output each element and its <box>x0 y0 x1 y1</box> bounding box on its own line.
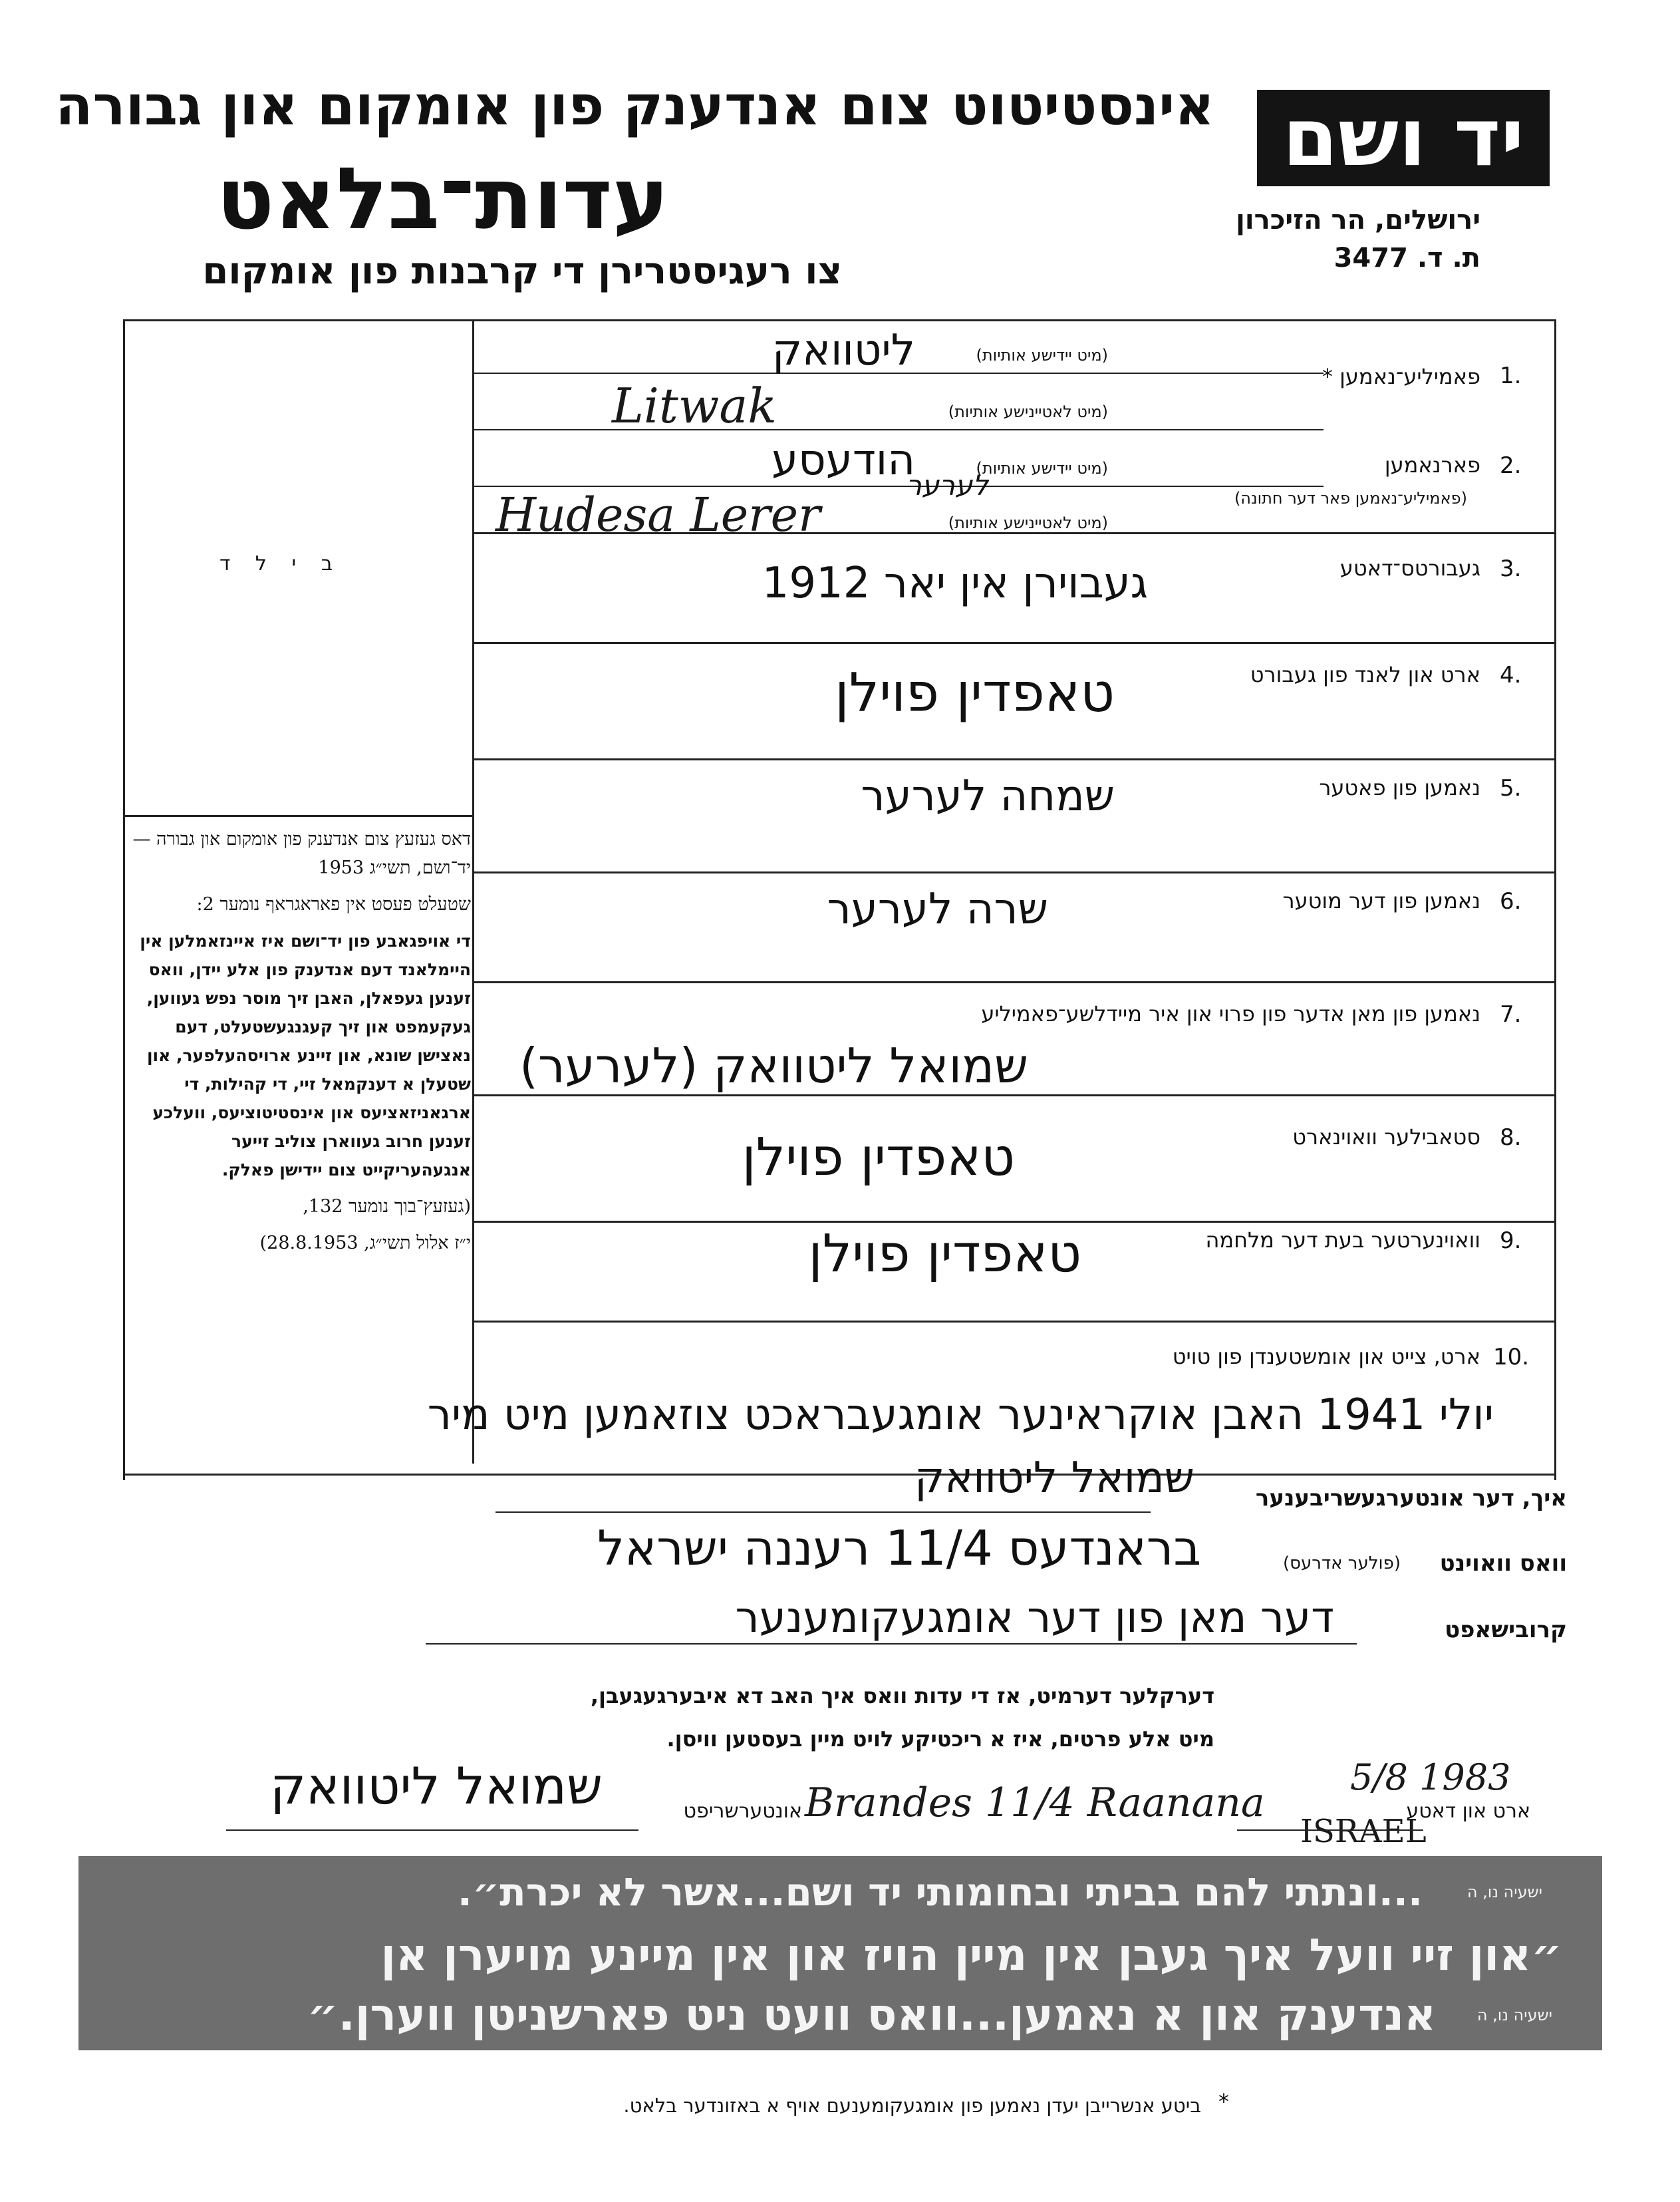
field-2-value-yiddish[interactable]: הודעסע <box>771 436 915 485</box>
banner-source-3: ישעיה נו, ה <box>1476 2006 1552 2024</box>
banner-line-3: אנדענק און א נאמען...וואס וועט ניט פארשניטן ווערן.״ <box>307 1989 1436 2040</box>
field-9-number: 9. <box>1500 1227 1522 1254</box>
logo-text: יד ושם <box>1282 92 1524 184</box>
relationship-value[interactable]: דער מאן פון דער אומגעקומענער <box>735 1593 1334 1643</box>
banner-line-2: ״און זיי וועל איך געבן אין מיין הויז און אין מיינע מויערן אן <box>380 1929 1562 1980</box>
photo-column-divider <box>472 319 474 1464</box>
field-9-label: וואוינערטער בעת דער מלחמה <box>1205 1227 1480 1253</box>
field-3-number: 3. <box>1500 555 1522 582</box>
institute-title: אינסטיטוט צום אנדענק פון אומקום און גבורה <box>55 75 1214 138</box>
relationship-line <box>426 1643 1357 1645</box>
photo-box-bottom <box>123 815 472 817</box>
declarant-line <box>495 1511 1151 1513</box>
footnote: ביטע אנשרייבן יעדן נאמען פון אומגעקומענעם אויף א באזונדער בלאט. <box>623 2094 1201 2117</box>
field-2-value-latin[interactable]: Hudesa Lerer <box>495 488 821 542</box>
field-5-number: 5. <box>1500 775 1522 802</box>
row-line-7 <box>472 1094 1556 1096</box>
field-2-number: 2. <box>1500 452 1522 479</box>
signature-label: אונטערשריפט <box>683 1800 802 1823</box>
fill-line <box>472 486 1324 487</box>
field-7-number: 7. <box>1500 1001 1522 1028</box>
date-value[interactable]: 5/8 1983 <box>1350 1756 1511 1798</box>
signature-value[interactable]: שמואל ליטוואק <box>270 1756 603 1815</box>
law-paragraph-1: דאס געזעץ צום אנדענק פון אומקום און גבורה — יד־ושם, תשי״ג 1953 <box>132 829 471 878</box>
field-8-value[interactable]: טאפדין פוילן <box>742 1128 1015 1187</box>
field-5-value[interactable]: שמחה לערער <box>861 772 1115 821</box>
form-subtitle: צו רעגיסטרירן די קרבנות פון אומקום <box>202 249 842 293</box>
address-label: וואס וואוינט <box>1439 1550 1567 1577</box>
frame-top <box>123 319 1556 321</box>
law-citation-2: י״ז אלול תשי״ג, 28.8.1953) <box>259 1233 471 1253</box>
yad-vashem-logo <box>1257 90 1550 186</box>
address-sub: (פולער אדרעס) <box>1283 1553 1401 1573</box>
declaration-line-2: מיט אלע פרטים, איז א ריכטיקע לויט מיין בעסטען וויסן. <box>666 1726 1214 1752</box>
field-10-label: ארט, צייט און אומשטענדן פון טויט <box>1172 1344 1480 1369</box>
signature-line <box>226 1829 638 1831</box>
place-date-label: ארט און דאטע <box>1406 1800 1530 1823</box>
frame-right <box>1554 319 1556 1480</box>
field-8-number: 8. <box>1500 1124 1522 1151</box>
field-2-sub-latin: (מיט לאטיינישע אותיות) <box>948 514 1108 532</box>
field-1-sub-yiddish: (מיט יידישע אותיות) <box>976 346 1108 365</box>
po-box: ת. ד. 3477 <box>1333 243 1480 273</box>
field-1-sub-latin: (מיט לאטיינישע אותיות) <box>948 402 1108 421</box>
field-1-label: פאמיליע־נאמען * <box>1322 364 1480 389</box>
banner-line-1: ...ונתתי להם בביתי ובחומותי יד ושם...אשר לא יכרת״. <box>457 1869 1423 1915</box>
row-line-9 <box>472 1321 1556 1323</box>
scripture-banner <box>78 1856 1602 2050</box>
field-4-number: 4. <box>1500 662 1522 689</box>
banner-source-1: ישעיה נו, ה <box>1467 1883 1542 1901</box>
field-2-label-sub: (פאמיליע־נאמען פאר דער חתונה) <box>1234 489 1467 508</box>
field-1-value-yiddish[interactable]: ליטוואק <box>771 326 915 375</box>
place-value[interactable]: Brandes 11/4 Raanana <box>805 1780 1265 1826</box>
declarant-label: איך, דער אונטערגעשריבענער <box>1255 1485 1567 1511</box>
field-4-label: ארט און לאנד פון געבורט <box>1250 662 1480 687</box>
country-value[interactable]: ISRAEL <box>1300 1813 1427 1850</box>
law-paragraph-3: די אויפגאבע פון יד־ושם איז איינזאמלען אין היימלאנד דעם אנדענק פון אלע יידן, וואס זענען געפאלן, האבן זיך מוסר נפש געווען, געקעמפט און זיך קעגנגעשטעלט, דעם נאצישן שונא, און זיינע ארויסהעלפער, און שטעלן א דענקמאל זיי, די קהילות, די ארגאניזאציעס און אינסטיטוציעס, וועלכע זענען חרוב געווארן צוליב זייער אנגעהעריקייט צום יידישן פאלק. <box>140 931 471 1180</box>
frame-bottom <box>123 1474 1556 1476</box>
field-7-label: נאמען פון מאן אדער פון פרוי און איר מיידלשע־פאמיליע <box>981 1001 1480 1026</box>
field-6-label: נאמען פון דער מוטער <box>1282 888 1480 913</box>
form-title: עדות־בלאט <box>216 150 669 249</box>
relationship-label: קרובישאפט <box>1445 1617 1567 1643</box>
photo-label: ב י ל ד <box>219 552 343 575</box>
law-excerpt <box>125 825 471 1265</box>
field-10-number: 10. <box>1493 1344 1530 1370</box>
field-2-extra[interactable]: לערער <box>906 469 988 502</box>
city-address: ירושלים, הר הזיכרון <box>1236 205 1480 236</box>
row-line-3 <box>472 642 1556 644</box>
address-value[interactable]: בראנדעס 11/4 רעננה ישראל <box>597 1520 1201 1576</box>
fill-line <box>472 429 1324 430</box>
row-line-4 <box>472 758 1556 760</box>
place-date-line <box>1237 1829 1423 1831</box>
field-3-value[interactable]: געבוירן אין יאר 1912 <box>762 559 1148 608</box>
declarant-value[interactable]: שמואל ליטוואק <box>914 1454 1194 1503</box>
field-10-value[interactable]: יולי 1941 האבן אוקראינער אומגעבראכט צוזאמען מיט מיר <box>427 1390 1494 1440</box>
row-line-8 <box>472 1221 1556 1223</box>
field-2-label: פארנאמען <box>1384 452 1480 478</box>
field-5-label: נאמען פון פאטער <box>1319 775 1480 800</box>
law-citation-1: (געזעץ־בוך נומער 132, <box>303 1196 471 1217</box>
field-7-value[interactable]: שמואל ליטוואק (לערער) <box>519 1038 1028 1094</box>
field-9-value[interactable]: טאפדין פוילן <box>808 1224 1081 1284</box>
field-1-number: 1. <box>1500 363 1522 389</box>
field-4-value[interactable]: טאפדין פוילן <box>834 662 1115 724</box>
field-1-value-latin[interactable]: Litwak <box>612 378 777 434</box>
field-6-value[interactable]: שרה לערער <box>827 885 1048 934</box>
row-line-6 <box>472 981 1556 983</box>
declaration-line-1: דערקלער דערמיט, אז די עדות וואס איך האב דא איבערגעגעבן, <box>590 1683 1214 1708</box>
row-line-5 <box>472 871 1556 873</box>
law-paragraph-2: שטעלט פעסט אין פאראגראף נומער 2: <box>196 894 471 915</box>
field-3-label: געבורטס־דאטע <box>1339 555 1480 581</box>
field-8-label: סטאבילער וואוינארט <box>1292 1124 1480 1150</box>
footnote-star: * <box>1218 2089 1229 2114</box>
field-2-sub-yiddish: (מיט יידישע אותיות) <box>976 459 1108 478</box>
field-6-number: 6. <box>1500 888 1522 915</box>
